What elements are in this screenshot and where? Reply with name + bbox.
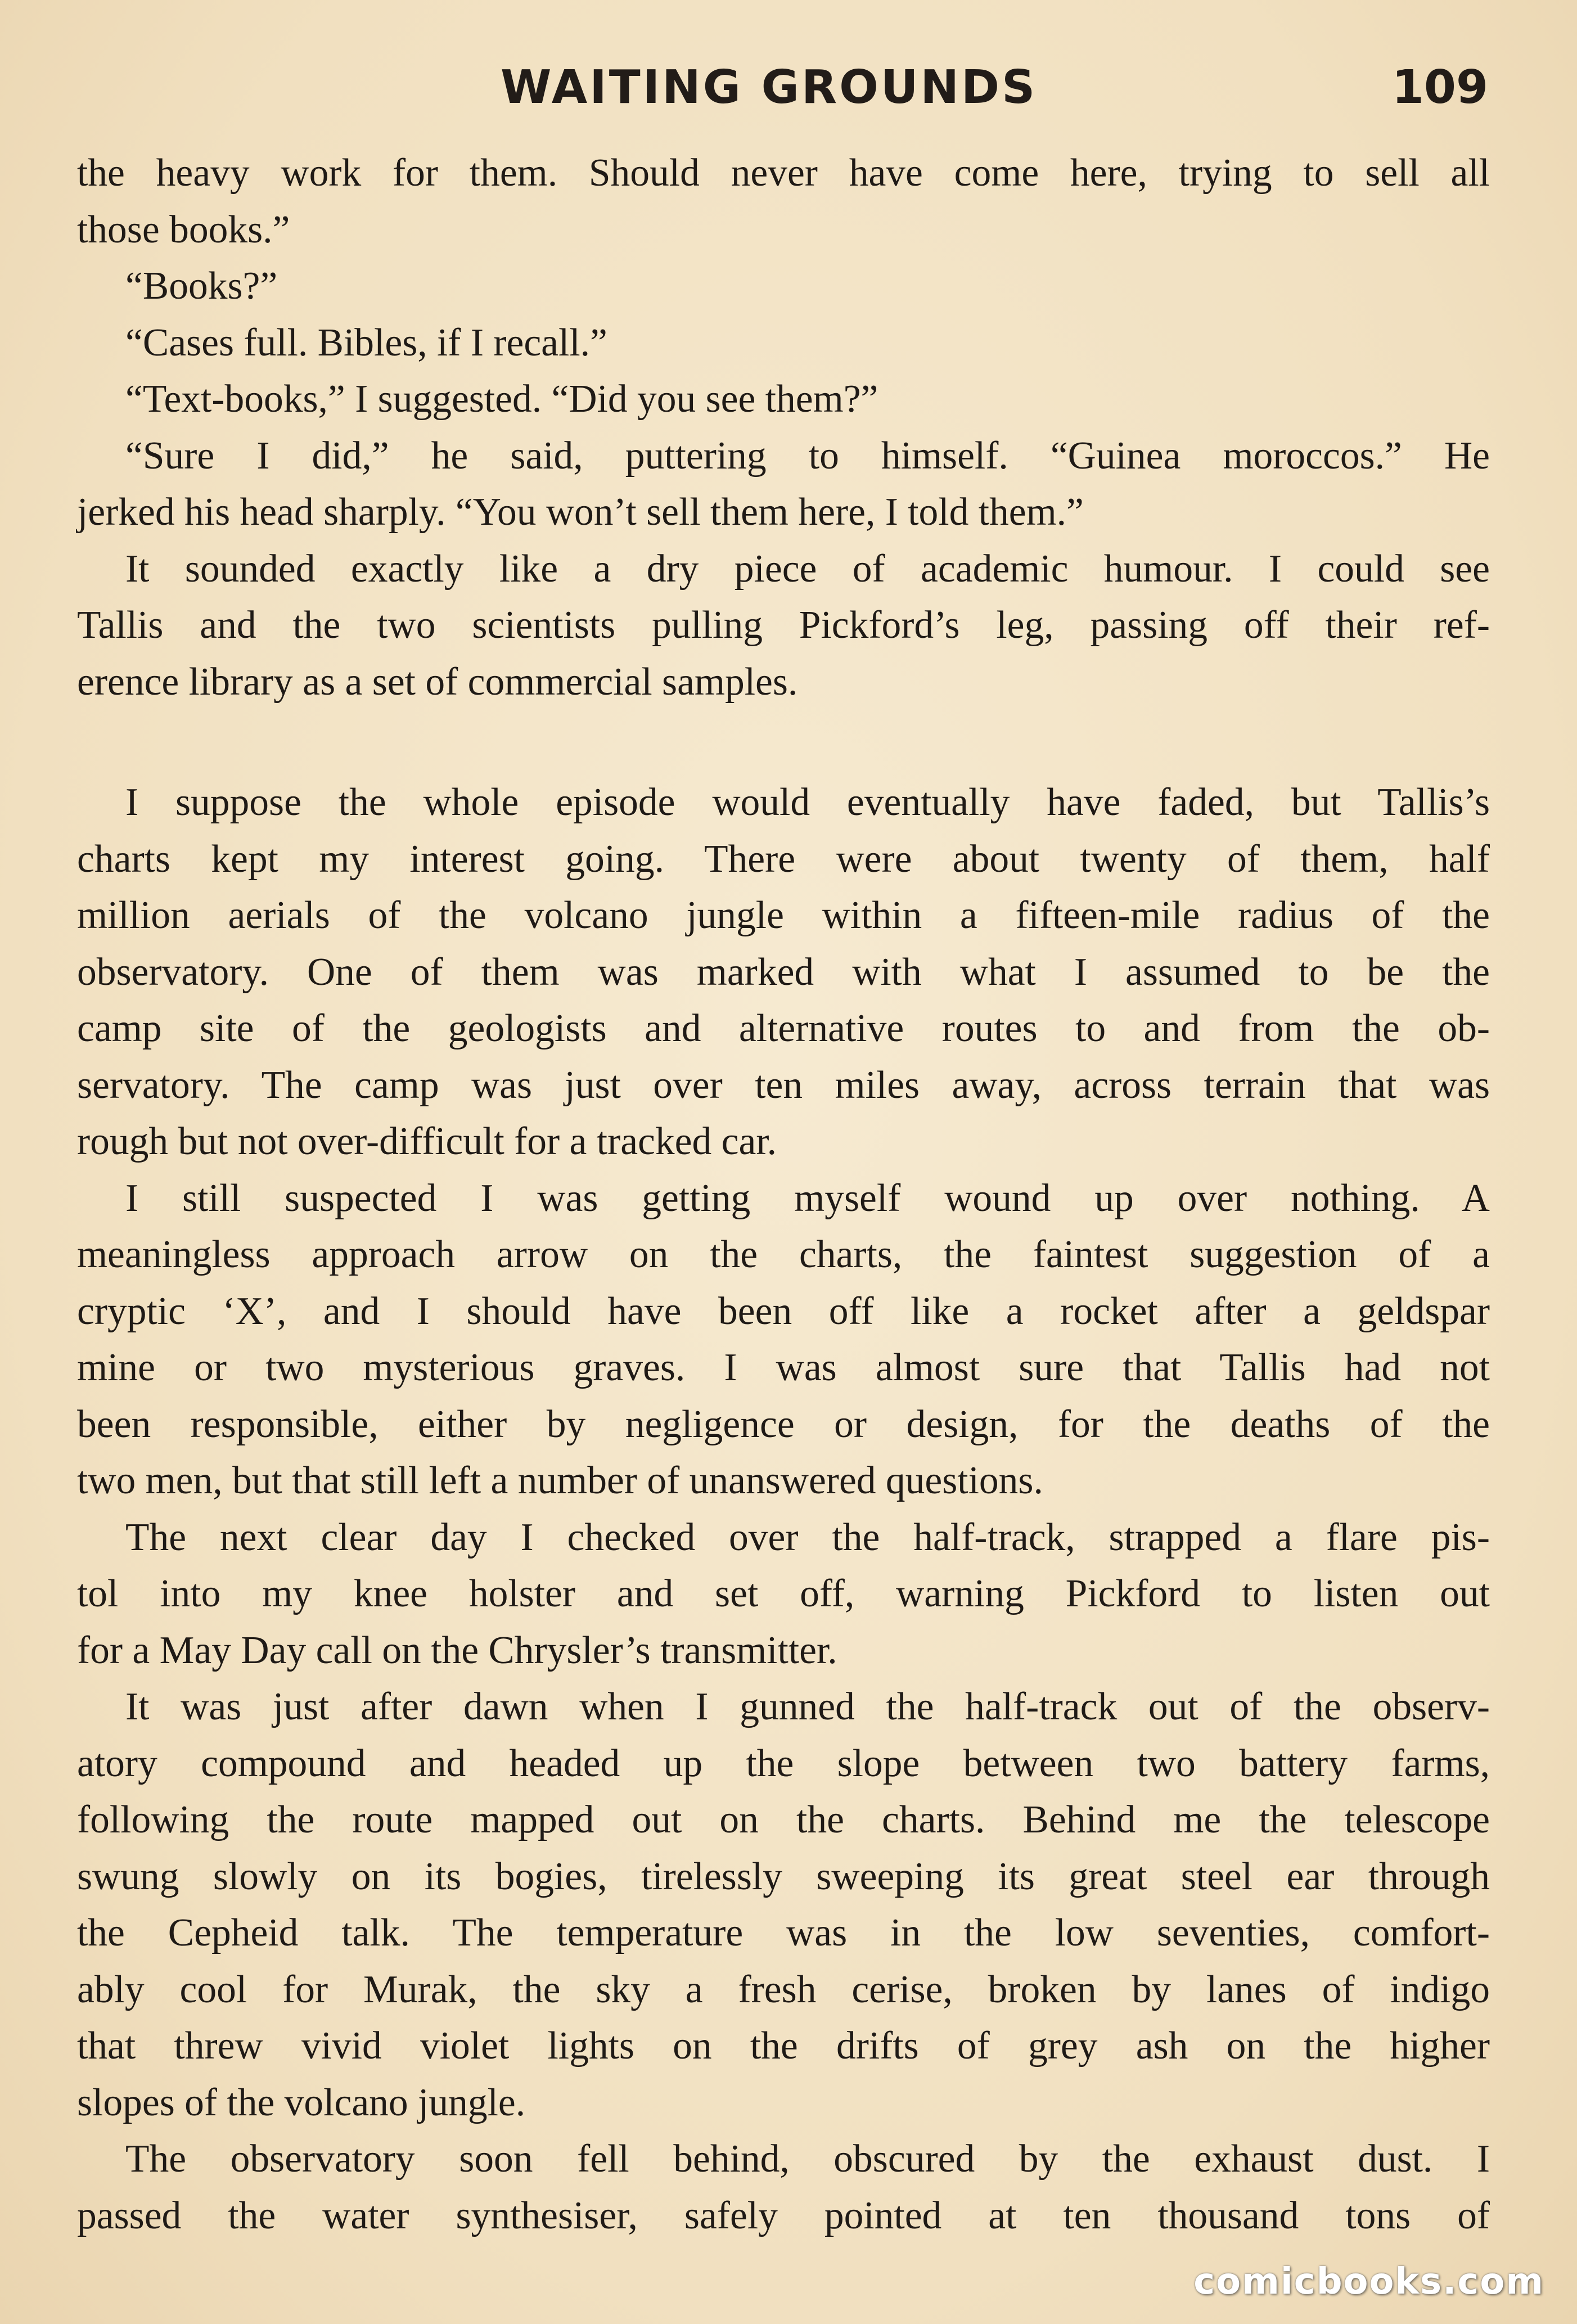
- page-header: [0, 61, 1577, 123]
- text-line: “Books?”: [125, 264, 278, 308]
- page-number: 109: [1391, 61, 1488, 114]
- text-line: charts kept my interest going. There were about twenty of them, half: [77, 837, 1490, 881]
- text-line: following the route mapped out on the charts. Behind me the telescope: [77, 1798, 1490, 1841]
- text-line: atory compound and headed up the slope between two battery farms,: [77, 1741, 1490, 1785]
- text-line: tol into my knee holster and set off, warning Pickford to listen out: [77, 1572, 1490, 1615]
- text-line: The observatory soon fell behind, obscured by the exhaust dust. I: [125, 2137, 1490, 2181]
- text-line: passed the water synthesiser, safely pointed at ten thousand tons of: [77, 2194, 1490, 2237]
- text-line: “Sure I did,” he said, puttering to himself. “Guinea moroccos.” He: [125, 434, 1490, 478]
- text-line: I suppose the whole episode would eventually have faded, but Tallis’s: [125, 781, 1490, 824]
- text-line: servatory. The camp was just over ten miles away, across terrain that was: [77, 1063, 1490, 1107]
- running-head: WAITING GROUNDS: [501, 61, 1038, 114]
- text-line: ably cool for Murak, the sky a fresh cerise, broken by lanes of indigo: [77, 1967, 1490, 2011]
- text-line: the heavy work for them. Should never have come here, trying to sell all: [77, 151, 1490, 195]
- text-line: for a May Day call on the Chrysler’s transmitter.: [77, 1628, 837, 1672]
- text-line: that threw vivid violet lights on the drifts of grey ash on the higher: [77, 2024, 1490, 2068]
- text-line: jerked his head sharply. “You won’t sell them here, I told them.”: [77, 490, 1084, 534]
- text-line: two men, but that still left a number of unanswered questions.: [77, 1459, 1043, 1502]
- text-line: swung slowly on its bogies, tirelessly sweeping its great steel ear through: [77, 1854, 1490, 1898]
- text-line: It was just after dawn when I gunned the half-track out of the observ-: [125, 1685, 1490, 1728]
- text-line: the Cepheid talk. The temperature was in the low seventies, comfort-: [77, 1911, 1490, 1954]
- text-line: rough but not over-difficult for a tracked car.: [77, 1120, 777, 1163]
- body-text: [77, 145, 1490, 2244]
- text-line: Tallis and the two scientists pulling Pickford’s leg, passing off their ref-: [77, 603, 1490, 647]
- section-break: [77, 710, 1490, 774]
- text-line: It sounded exactly like a dry piece of academic humour. I could see: [125, 547, 1490, 591]
- text-line: “Text-books,” I suggested. “Did you see them?”: [125, 377, 878, 421]
- text-line: meaningless approach arrow on the charts, the faintest suggestion of a: [77, 1233, 1490, 1276]
- text-line: been responsible, either by negligence or design, for the deaths of the: [77, 1402, 1490, 1446]
- text-line: those books.”: [77, 208, 290, 251]
- text-line: The next clear day I checked over the half-track, strapped a flare pis-: [125, 1515, 1490, 1559]
- text-line: slopes of the volcano jungle.: [77, 2080, 526, 2124]
- text-line: mine or two mysterious graves. I was almost sure that Tallis had not: [77, 1346, 1490, 1389]
- text-line: “Cases full. Bibles, if I recall.”: [125, 321, 607, 364]
- text-line: cryptic ‘X’, and I should have been off like a rocket after a geldspar: [77, 1289, 1490, 1333]
- text-line: camp site of the geologists and alternative routes to and from the ob-: [77, 1007, 1490, 1050]
- watermark: comicbooks.com: [1193, 2261, 1544, 2303]
- text-line: observatory. One of them was marked with what I assumed to be the: [77, 950, 1490, 994]
- text-line: I still suspected I was getting myself wound up over nothing. A: [125, 1176, 1490, 1220]
- text-line: million aerials of the volcano jungle within a fifteen-mile radius of the: [77, 894, 1490, 937]
- text-line: erence library as a set of commercial samples.: [77, 660, 798, 704]
